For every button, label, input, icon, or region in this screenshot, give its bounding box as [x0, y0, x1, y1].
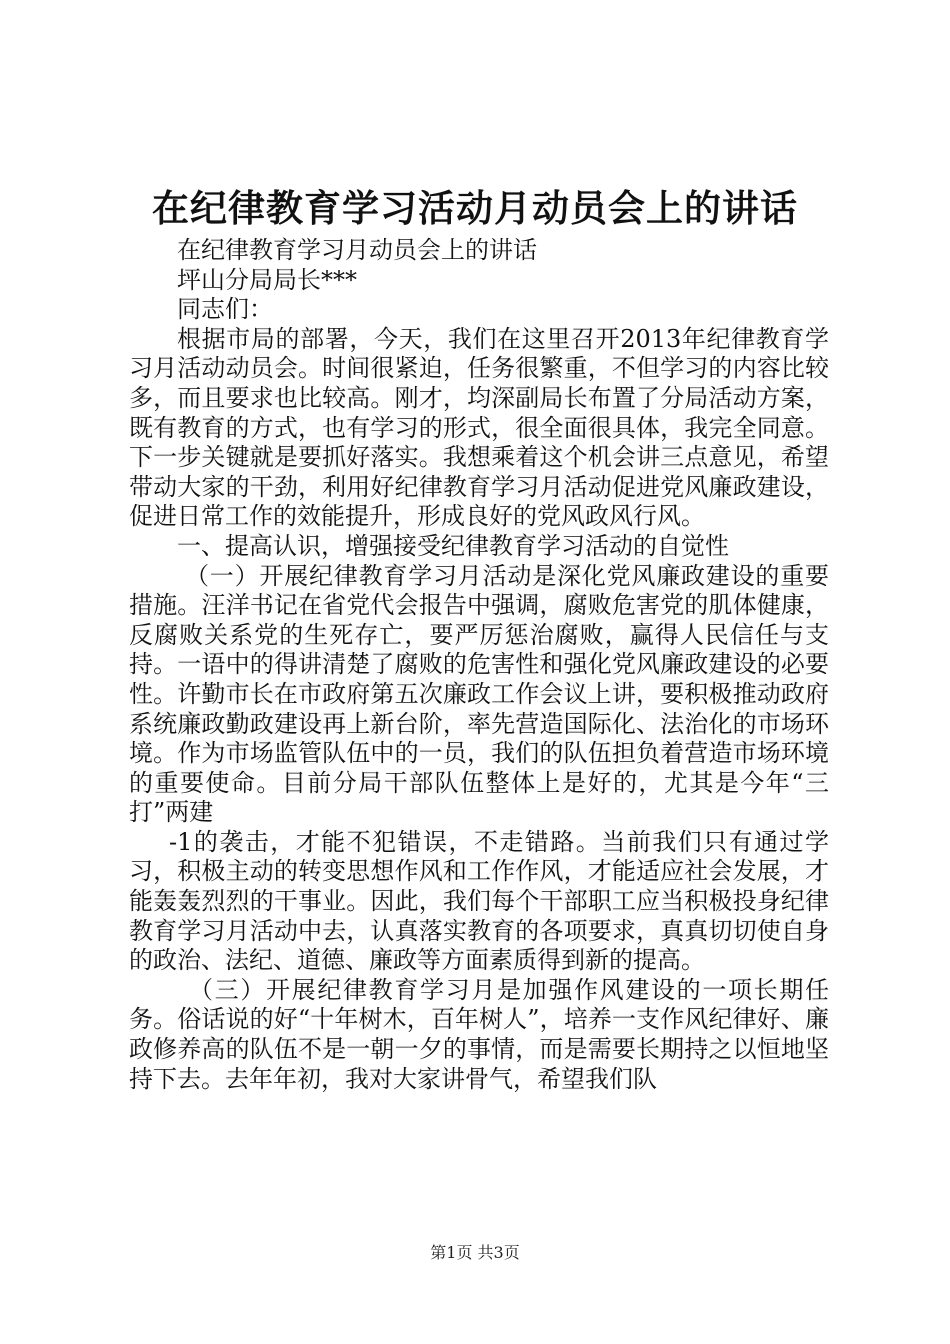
intro-paragraph: 根据市局的部署，今天，我们在这里召开2013年纪律教育学习月活动动员会。时间很紧迫，任务很繁重，不但学习的内容比较多，而且要求也比较高。刚才，均深副局长布置了分局活动方案，既有教育的方式，也有学习的形式，很全面很具体，我完全同意。下一步关键就是要抓好落实。我想乘着这个机会讲三点意见，希望带动大家的干劲，利用好纪律教育学习月活动促进党风廉政建设，促进日常工作的效能提升，形成良好的党风政风行风。: [129, 324, 829, 531]
point-one-paragraph: （一）开展纪律教育学习月活动是深化党风廉政建设的重要措施。汪洋书记在省党代会报告中强调，腐败危害党的肌体健康，反腐败关系党的生死存亡，要严厉惩治腐败，赢得人民信任与支持。一语中的得讲清楚了腐败的危害性和强化党风廉政建设的必要性。许勤市长在市政府第五次廉政工作会议上讲，要积极推动政府系统廉政勤政建设再上新台阶，率先营造国际化、法治化的市场环境。作为市场监管队伍中的一员，我们的队伍担负着营造市场环境的重要使命。目前分局干部队伍整体上是好的，尤其是今年“三打”两建: [129, 561, 829, 827]
point-three-paragraph: （三）开展纪律教育学习月是加强作风建设的一项长期任务。俗话说的好“十年树木，百年树人”，培养一支作风纪律好、廉政修养高的队伍不是一朝一夕的事情，而是需要长期持之以恒地坚持下去。去年年初，我对大家讲骨气，希望我们队: [129, 975, 829, 1093]
continuation-paragraph: -1的袭击，才能不犯错误，不走错路。当前我们只有通过学习，积极主动的转变思想作风和工作作风，才能适应社会发展，才能轰轰烈烈的干事业。因此，我们每个干部职工应当积极投身纪律教育学习月活动中去，认真落实教育的各项要求，真真切切使自身的政治、法纪、道德、廉政等方面素质得到新的提高。: [129, 827, 829, 975]
salutation-paragraph: 同志们：: [177, 295, 273, 324]
document-body: [129, 236, 829, 1094]
section-heading: 一、提高认识，增强接受纪律教育学习活动的自觉性: [177, 531, 729, 560]
page-number-footer: 第1页 共3页: [430, 1243, 520, 1262]
speaker-paragraph: 坪山分局局长***: [177, 265, 357, 294]
document-title: 在纪律教育学习活动月动员会上的讲话: [152, 186, 798, 230]
subtitle-paragraph: 在纪律教育学习月动员会上的讲话: [177, 236, 537, 264]
